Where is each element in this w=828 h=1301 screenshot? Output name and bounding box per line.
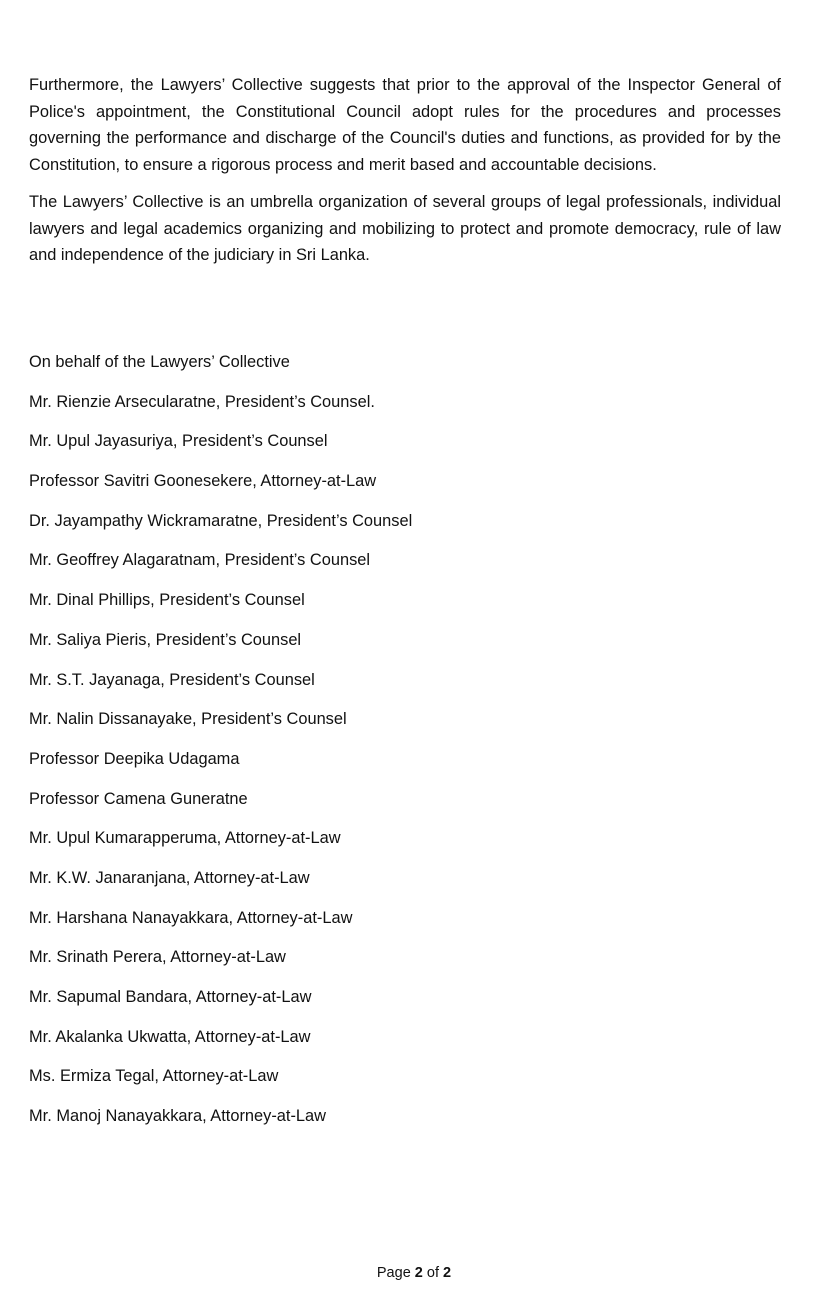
signatory-name: Mr. Srinath Perera, Attorney-at-Law bbox=[29, 948, 286, 967]
signatory-name: Mr. Manoj Nanayakkara, Attorney-at-Law bbox=[29, 1107, 326, 1126]
page-word: Page bbox=[376, 1265, 411, 1281]
of-word: of bbox=[426, 1265, 439, 1281]
signatory-name: Mr. S.T. Jayanaga, President’s Counsel bbox=[29, 670, 315, 689]
signatory-name: Mr. Nalin Dissanayake, President’s Counsel bbox=[29, 710, 347, 729]
signatory-name: Mr. Rienzie Arsecularatne, President’s Counsel. bbox=[29, 392, 375, 411]
signatory-name: Mr. Sapumal Bandara, Attorney-at-Law bbox=[29, 988, 312, 1006]
paragraph-about-collective: The Lawyers’ Collective is an umbrella organization of several groups of legal professionals, individual lawyers and legal academics organizing and mobilizing to protect and promote democracy, rule of law and independence of the judiciary in Sri Lanka. bbox=[29, 193, 781, 264]
signatory-name: Mr. Geoffrey Alagaratnam, President’s Counsel bbox=[29, 551, 371, 570]
signatory-name: Professor Camena Guneratne bbox=[29, 789, 248, 808]
signatory-name: Mr. Upul Jayasuriya, President’s Counsel bbox=[29, 432, 328, 451]
signatory-name: Mr. K.W. Janaranjana, Attorney-at-Law bbox=[29, 868, 310, 887]
signatory-name: Ms. Ermiza Tegal, Attorney-at-Law bbox=[29, 1067, 279, 1086]
signatory-name: Professor Deepika Udagama bbox=[29, 749, 240, 768]
signatory-name: Mr. Upul Kumarapperuma, Attorney-at-Law bbox=[29, 829, 341, 848]
document-body bbox=[29, 72, 781, 269]
signatory-name: Dr. Jayampathy Wickramaratne, President’s Counsel bbox=[29, 511, 413, 530]
current-page-number: 2 bbox=[414, 1265, 423, 1281]
signatories-block bbox=[29, 350, 789, 1144]
signatory-name: Mr. Saliya Pieris, President’s Counsel bbox=[29, 630, 302, 649]
signatory-name: Mr. Dinal Phillips, President’s Counsel bbox=[29, 591, 305, 610]
signatory-name: Mr. Akalanka Ukwatta, Attorney-at-Law bbox=[29, 1027, 311, 1046]
signatory-name: Professor Savitri Goonesekere, Attorney-at-Law bbox=[29, 472, 377, 491]
page-footer bbox=[0, 1263, 828, 1283]
signatory-name: Mr. Harshana Nanayakkara, Attorney-at-Law bbox=[29, 908, 353, 927]
signatories-intro: On behalf of the Lawyers’ Collective bbox=[29, 353, 290, 371]
paragraph-recommendation: Furthermore, the Lawyers’ Collective suggests that prior to the approval of the Inspector General of Police's appointment, the Constitutional Council adopt rules for the procedures and processes governing the performance and discharge of the Council's duties and functions, as provided for by the Constitution, to ensure a rigorous process and merit based and accountable decisions. bbox=[29, 76, 781, 174]
total-pages-number: 2 bbox=[443, 1265, 452, 1281]
